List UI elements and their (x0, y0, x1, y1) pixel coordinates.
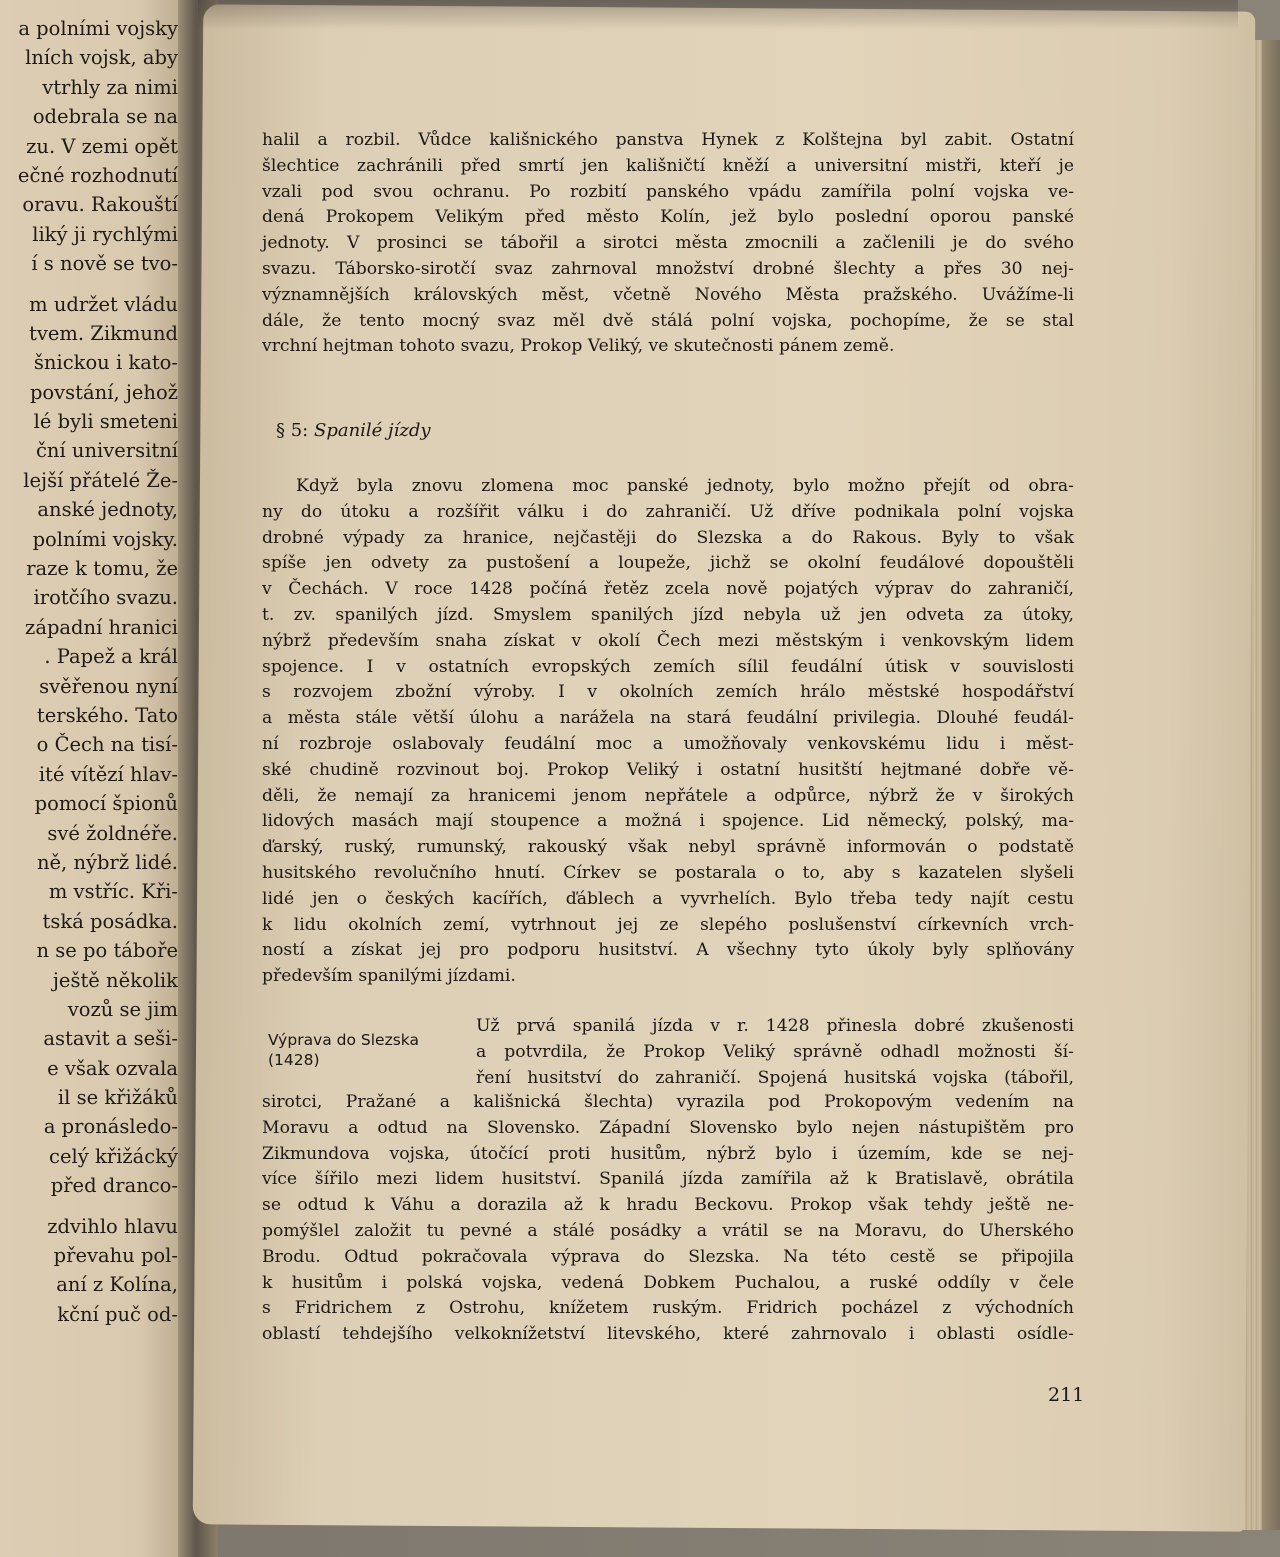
left-page-line: a polními vojsky (18, 17, 178, 40)
text-line: s Fridrichem z Ostrohu, knížetem ruským. Fridrich pocházel z východních (262, 1298, 1074, 1319)
left-page-line: převahu pol- (53, 1244, 178, 1268)
left-page-line: pomocí špionů (34, 792, 178, 816)
margin-note (268, 1030, 458, 1070)
text-line: významnějších královských měst, včetně Nového Města pražského. Uvážíme-li (262, 284, 1074, 305)
paragraph-1 (262, 128, 1074, 360)
left-page (0, 0, 196, 1557)
left-page-line: n se po táboře (36, 939, 178, 963)
left-page-line: astavit a seši- (43, 1027, 178, 1051)
left-page-line: ně, nýbrž lidé. (36, 850, 178, 874)
left-page-line: ční universitní (35, 439, 178, 463)
paragraph-2 (262, 474, 1074, 990)
left-page-line: anské jednoty, (37, 498, 178, 522)
text-line: s rozvojem zbožní výroby. I v okolních zemích hrálo městské hospodářství (262, 682, 1074, 703)
text-line: nýbrž především snaha získat v okolí Čech mezi městským i venkovským lidem (262, 630, 1074, 651)
text-line: Když byla znovu zlomena moc panské jednoty, bylo možno přejít od obra- (296, 476, 1074, 496)
left-page-line: m vstříc. Kři- (48, 880, 178, 904)
left-page-line: zdvihlo hlavu (47, 1214, 178, 1238)
text-line: Brodu. Odtud pokračovala výprava do Slezska. Na této cestě se připojila (262, 1246, 1074, 1267)
left-page-line: povstání, jehož (29, 380, 178, 404)
text-line: pomýšlel založit tu pevné a stálé posádky a vrátil se na Moravu, do Uherského (262, 1220, 1074, 1241)
left-page-line: ještě několik (52, 968, 178, 992)
text-line: ností a získat jej pro podporu husitství. A všechny tyto úkoly byly splňovány (262, 940, 1074, 961)
left-page-line: aní z Kolína, (56, 1273, 178, 1297)
left-page-line (0, 279, 178, 290)
text-line: a města stále větší úlohu a narážela na stará feudální privilegia. Dlouhé feudál- (262, 708, 1074, 729)
text-line: spojence. I v ostatních evropských zemích sílil feudální útisk v souvislosti (262, 656, 1074, 677)
text-line: ské chudině rozvinout boj. Prokop Veliký i ostatní husitští hejtmané dobře vě- (262, 759, 1074, 780)
left-page-line: ité vítězí hlav- (38, 762, 178, 786)
text-line: ny do útoku a rozšířit válku i do zahraničí. Už dříve podnikala polní vojska (262, 501, 1074, 522)
text-line: sirotci, Pražané a kališnická šlechta) vyrazila pod Prokopovým vedením na (262, 1092, 1074, 1112)
left-page-line: liký ji rychlými (32, 222, 178, 246)
left-page-line: šnickou i kato- (33, 351, 178, 375)
left-page-line: il se křižáků (57, 1086, 178, 1110)
left-page-line: vozů se jim (67, 997, 178, 1021)
left-page-line: . Papež a král (44, 645, 178, 669)
left-page-line: terského. Tato (36, 703, 178, 727)
paragraph-3-indented (476, 1014, 1074, 1091)
text-line: vrchní hejtman tohoto svazu, Prokop Veliký, ve skutečnosti pánem země. (262, 336, 895, 357)
left-page-line (0, 1201, 178, 1212)
left-page-line: lních vojsk, aby (25, 46, 178, 70)
left-page-line: í s nově se tvo- (31, 252, 178, 276)
left-page-line: kční puč od- (57, 1302, 178, 1326)
text-line: v Čechách. V roce 1428 počíná řetěz zcela nově pojatých výprav do zahraničí, (262, 579, 1074, 600)
text-line: především spanilými jízdami. (262, 966, 516, 987)
left-page-text (0, 14, 178, 1329)
left-page-line: ečné rozhodnutí (17, 163, 178, 187)
page-number: 211 (1048, 1384, 1085, 1406)
left-page-line: lé byli smeteni (33, 410, 178, 434)
paragraph-3-full (262, 1090, 1074, 1348)
text-line: spíše jen odvety za pustošení a loupeže, jichž se okolní feudálové dopouštěli (262, 553, 1074, 574)
left-page-line: oravu. Rakouští (22, 193, 178, 217)
text-line: Už prvá spanilá jízda v r. 1428 přinesla dobré zkušenosti (476, 1016, 1074, 1036)
text-line: Zikmundova vojska, útočící proti husitům, nýbrž bylo i územím, kde se nej- (262, 1143, 1074, 1164)
text-line: k lidu okolních zemí, vytrhnout jej ze slepého poslušenství církevních vrch- (262, 914, 1074, 935)
text-line: oblastí tehdejšího velkoknížetství litevského, které zahrnovalo i oblasti osídle- (262, 1324, 1074, 1345)
left-page-line: raze k tomu, že (26, 557, 178, 581)
left-page-line: o Čech na tisí- (36, 733, 178, 757)
left-page-line: západní hranici (25, 615, 178, 639)
text-line: vzali pod svou ochranu. Po rozbití panského vpádu zamířila polní vojska ve- (262, 181, 1074, 202)
left-page-line: tská posádka. (42, 909, 178, 933)
left-page-line: svěřenou nyní (39, 674, 178, 698)
text-line: svazu. Táborsko-sirotčí svaz zahrnoval množství drobné šlechty a přes 30 nej- (262, 258, 1074, 279)
left-page-line: irotčího svazu. (33, 586, 178, 610)
text-line: dená Prokopem Velikým před město Kolín, jež bylo poslední oporou panské (262, 207, 1074, 228)
text-line: a potvrdila, že Prokop Veliký správně odhadl možnosti ší- (476, 1041, 1074, 1062)
text-line: drobné výpady za hranice, nejčastěji do Slezska a do Rakous. Byly to však (262, 527, 1074, 548)
text-line: husitského revolučního hnutí. Církev se postarala o to, aby s kazatelen slyšeli (262, 862, 1074, 883)
text-line: ní rozbroje oslabovaly feudální moc a umožňovaly venkovskému lidu i měst- (262, 733, 1074, 754)
margin-note-line: (1428) (268, 1051, 320, 1069)
section-title: Spanilé jízdy (313, 420, 431, 441)
left-page-line: polními vojsky. (32, 527, 178, 551)
text-line: lidových masách mají stoupence a možná i spojence. Lid německý, polský, ma- (262, 811, 1074, 832)
text-line: ďarský, ruský, rumunský, rakouský však nebyl správně informován o podstatě (262, 837, 1074, 858)
left-page-line: své žoldnéře. (47, 821, 178, 845)
text-line: halil a rozbil. Vůdce kališnického panstva Hynek z Kolštejna byl zabit. Ostatní (262, 130, 1074, 150)
left-page-line: odebrala se na (32, 105, 178, 129)
text-line: ření husitství do zahraničí. Spojená husitská vojska (tábořil, (476, 1067, 1074, 1088)
left-page-line: a pronásledo- (43, 1115, 178, 1139)
top-shadow (198, 0, 1238, 30)
left-page-line: před dranco- (50, 1174, 178, 1198)
text-line: jednoty. V prosinci se tábořil a sirotci města zmocnili a začlenili je do svého (262, 233, 1074, 254)
margin-note-line: Výprava do Slezska (268, 1031, 420, 1049)
text-line: t. zv. spanilých jízd. Smyslem spanilých jízd nebyla už jen odveta za útoky, (262, 604, 1074, 625)
left-page-line: celý křižácký (49, 1144, 178, 1168)
text-line: více šířilo mezi lidem husitství. Spanilá jízda zamířila až k Bratislavě, obrátila (262, 1169, 1074, 1190)
left-page-line: vtrhly za nimi (42, 75, 178, 99)
text-line: šlechtice zachránili před smrtí jen kališničtí kněží a universitní mistři, kteří je (262, 155, 1074, 176)
left-page-line: zu. V zemi opět (26, 134, 178, 158)
text-line: lidé jen o českých kacířích, ďáblech a vyvrhelích. Bylo třeba tedy najít cestu (262, 888, 1074, 909)
left-page-line: e však ozvala (47, 1056, 178, 1080)
text-line: k husitům i polská vojska, vedená Dobkem Puchalou, a ruské oddíly v čele (262, 1272, 1074, 1293)
text-line: děli, že nemají za hranicemi jenom nepřátele a odpůrce, nýbrž že v širokých (262, 785, 1074, 806)
text-line: se odtud k Váhu a dorazila až k hradu Beckovu. Prokop však tehdy ještě ne- (262, 1195, 1074, 1216)
left-page-line: m udržet vládu (29, 292, 178, 316)
section-number: § 5: (276, 420, 309, 441)
section-heading (276, 420, 431, 441)
text-line: dále, že tento mocný svaz měl dvě stálá polní vojska, pochopíme, že se stal (262, 310, 1074, 331)
left-page-line: lejší přátelé Že- (23, 468, 178, 492)
left-page-line: tvem. Zikmund (29, 321, 178, 345)
text-line: Moravu a odtud na Slovensko. Západní Slovensko bylo nejen nástupištěm pro (262, 1117, 1074, 1138)
